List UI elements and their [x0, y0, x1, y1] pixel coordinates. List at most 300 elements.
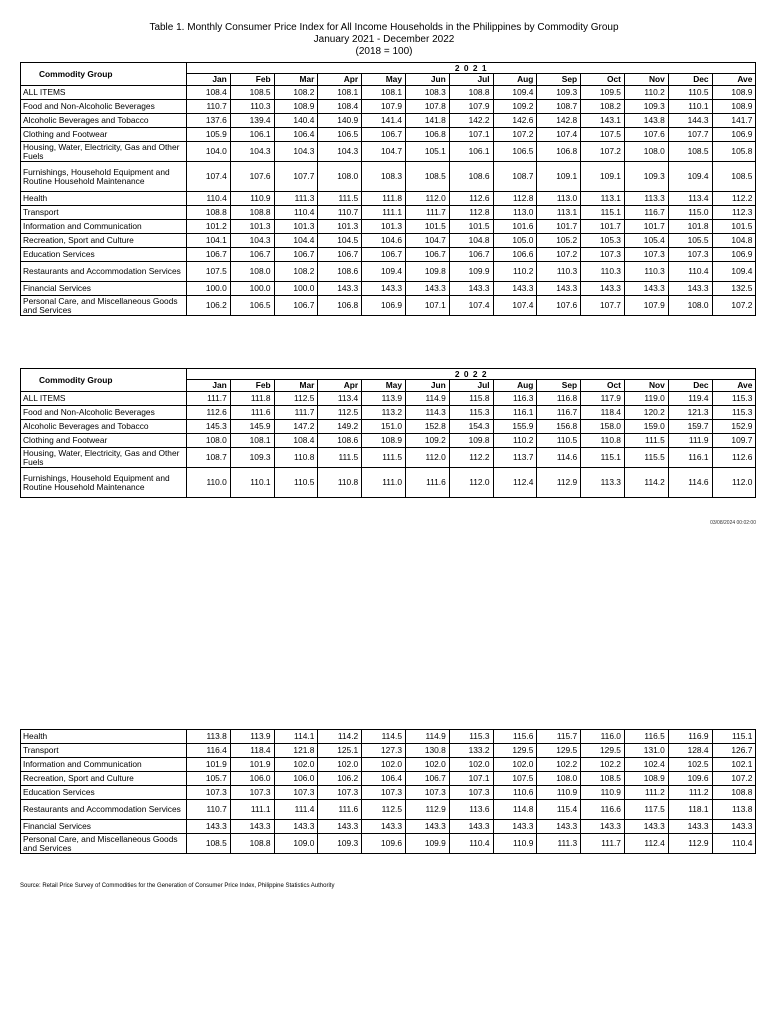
table-row	[21, 142, 756, 162]
index-value: 114.2	[624, 468, 668, 498]
index-value: 107.3	[668, 248, 712, 262]
index-value: 102.4	[624, 758, 668, 772]
index-value: 126.7	[712, 744, 756, 758]
month-header: Aug	[493, 74, 537, 86]
index-value: 140.9	[318, 114, 362, 128]
month-header: Dec	[668, 380, 712, 392]
index-value: 109.8	[449, 434, 493, 448]
commodity-label: Restaurants and Accommodation Services	[21, 800, 187, 820]
index-value: 107.7	[581, 296, 625, 316]
index-value: 106.5	[493, 142, 537, 162]
index-value: 107.6	[537, 296, 581, 316]
index-value: 108.6	[449, 162, 493, 192]
index-value: 110.7	[187, 100, 231, 114]
index-value: 143.3	[230, 820, 274, 834]
index-value: 120.2	[624, 406, 668, 420]
index-value: 102.0	[274, 758, 318, 772]
index-value: 121.3	[668, 406, 712, 420]
index-value: 109.7	[712, 434, 756, 448]
table-row	[21, 468, 756, 498]
index-value: 115.1	[581, 448, 625, 468]
index-value: 108.6	[318, 262, 362, 282]
index-value: 107.2	[493, 128, 537, 142]
month-header: Oct	[581, 74, 625, 86]
index-value: 112.8	[493, 192, 537, 206]
index-value: 110.3	[624, 262, 668, 282]
index-value: 107.9	[449, 100, 493, 114]
index-value: 113.0	[537, 192, 581, 206]
index-value: 111.6	[318, 800, 362, 820]
index-value: 110.5	[537, 434, 581, 448]
index-value: 106.0	[274, 772, 318, 786]
index-value: 113.1	[537, 206, 581, 220]
index-value: 111.7	[274, 406, 318, 420]
title-line-2: January 2021 - December 2022	[313, 34, 455, 45]
index-value: 107.3	[318, 786, 362, 800]
index-value: 114.6	[668, 468, 712, 498]
index-value: 100.0	[187, 282, 231, 296]
index-value: 145.3	[187, 420, 231, 434]
commodity-label: Furnishings, Household Equipment and Routine Household Maintenance	[21, 468, 187, 498]
index-value: 143.3	[449, 820, 493, 834]
index-value: 114.3	[405, 406, 449, 420]
index-value: 102.2	[581, 758, 625, 772]
cpi-table-2022	[20, 368, 756, 498]
index-value: 107.3	[449, 786, 493, 800]
index-value: 106.4	[274, 128, 318, 142]
index-value: 112.0	[449, 468, 493, 498]
table-row	[21, 128, 756, 142]
index-value: 108.9	[712, 100, 756, 114]
table-row	[21, 420, 756, 434]
table-row	[21, 786, 756, 800]
index-value: 106.2	[187, 296, 231, 316]
index-value: 108.8	[187, 206, 231, 220]
index-value: 117.5	[624, 800, 668, 820]
table-row	[21, 758, 756, 772]
index-value: 118.4	[230, 744, 274, 758]
index-value: 106.5	[230, 296, 274, 316]
index-value: 112.4	[493, 468, 537, 498]
index-value: 133.2	[449, 744, 493, 758]
index-value: 108.8	[449, 86, 493, 100]
index-value: 101.7	[537, 220, 581, 234]
index-value: 113.8	[187, 730, 231, 744]
commodity-label: Housing, Water, Electricity, Gas and Other Fuels	[21, 142, 187, 162]
index-value: 131.0	[624, 744, 668, 758]
index-value: 111.6	[405, 468, 449, 498]
index-value: 101.5	[405, 220, 449, 234]
index-value: 107.5	[581, 128, 625, 142]
index-value: 143.3	[405, 282, 449, 296]
commodity-label: Restaurants and Accommodation Services	[21, 262, 187, 282]
index-value: 110.4	[712, 834, 756, 854]
index-value: 106.7	[362, 248, 406, 262]
month-header: Feb	[230, 74, 274, 86]
index-value: 116.5	[624, 730, 668, 744]
index-value: 107.3	[274, 786, 318, 800]
month-header: Ave	[712, 380, 756, 392]
index-value: 108.9	[712, 86, 756, 100]
month-header: Mar	[274, 74, 318, 86]
index-value: 110.7	[187, 800, 231, 820]
index-value: 143.3	[274, 820, 318, 834]
index-value: 115.3	[712, 392, 756, 406]
index-value: 106.7	[274, 296, 318, 316]
index-value: 106.7	[274, 248, 318, 262]
index-value: 143.3	[712, 820, 756, 834]
commodity-label: Alcoholic Beverages and Tobacco	[21, 114, 187, 128]
index-value: 112.6	[712, 448, 756, 468]
index-value: 106.9	[712, 128, 756, 142]
index-value: 111.8	[230, 392, 274, 406]
index-value: 110.1	[230, 468, 274, 498]
index-value: 106.6	[493, 248, 537, 262]
index-value: 111.8	[362, 192, 406, 206]
index-value: 127.3	[362, 744, 406, 758]
table-row	[21, 392, 756, 406]
index-value: 109.1	[581, 162, 625, 192]
month-header: Jan	[187, 74, 231, 86]
index-value: 107.9	[362, 100, 406, 114]
index-value: 108.7	[537, 100, 581, 114]
index-value: 116.3	[493, 392, 537, 406]
commodity-label: Furnishings, Household Equipment and Routine Household Maintenance	[21, 162, 187, 192]
index-value: 113.1	[581, 192, 625, 206]
index-value: 110.9	[493, 834, 537, 854]
index-value: 105.9	[187, 128, 231, 142]
index-value: 118.1	[668, 800, 712, 820]
index-value: 102.0	[362, 758, 406, 772]
index-value: 107.2	[712, 772, 756, 786]
index-value: 154.3	[449, 420, 493, 434]
commodity-label: Housing, Water, Electricity, Gas and Other Fuels	[21, 448, 187, 468]
index-value: 106.7	[449, 248, 493, 262]
table-row	[21, 282, 756, 296]
commodity-label: ALL ITEMS	[21, 86, 187, 100]
index-value: 112.9	[668, 834, 712, 854]
index-value: 116.1	[493, 406, 537, 420]
index-value: 108.5	[581, 772, 625, 786]
index-value: 112.2	[712, 192, 756, 206]
index-value: 112.3	[712, 206, 756, 220]
index-value: 101.3	[318, 220, 362, 234]
index-value: 110.0	[187, 468, 231, 498]
index-value: 115.0	[668, 206, 712, 220]
index-value: 143.3	[493, 820, 537, 834]
index-value: 155.9	[493, 420, 537, 434]
month-header: Jan	[187, 380, 231, 392]
index-value: 108.5	[187, 834, 231, 854]
index-value: 116.8	[537, 392, 581, 406]
title-line-1: Table 1. Monthly Consumer Price Index for All Income Households in the Philippines by Commodity Group	[149, 22, 619, 33]
index-value: 106.8	[318, 296, 362, 316]
commodity-label: Health	[21, 192, 187, 206]
index-value: 107.7	[274, 162, 318, 192]
commodity-label: Health	[21, 730, 187, 744]
index-value: 101.3	[274, 220, 318, 234]
commodity-label: Food and Non-Alcoholic Beverages	[21, 406, 187, 420]
index-value: 143.3	[624, 282, 668, 296]
index-value: 107.3	[362, 786, 406, 800]
index-value: 142.6	[493, 114, 537, 128]
index-value: 104.3	[230, 142, 274, 162]
index-value: 108.2	[274, 262, 318, 282]
table-row	[21, 262, 756, 282]
month-header: Jun	[405, 74, 449, 86]
index-value: 108.8	[230, 206, 274, 220]
index-value: 109.9	[405, 834, 449, 854]
commodity-label: Personal Care, and Miscellaneous Goods and Services	[21, 296, 187, 316]
commodity-label: Information and Communication	[21, 220, 187, 234]
month-header: Aug	[493, 380, 537, 392]
index-value: 104.8	[449, 234, 493, 248]
index-value: 105.4	[624, 234, 668, 248]
index-value: 116.4	[187, 744, 231, 758]
index-value: 108.9	[362, 434, 406, 448]
month-header: Oct	[581, 380, 625, 392]
index-value: 115.1	[712, 730, 756, 744]
index-value: 107.1	[449, 772, 493, 786]
index-value: 110.6	[493, 786, 537, 800]
index-value: 109.0	[274, 834, 318, 854]
index-value: 145.9	[230, 420, 274, 434]
index-value: 105.8	[712, 142, 756, 162]
index-value: 109.9	[449, 262, 493, 282]
index-value: 113.3	[624, 192, 668, 206]
index-value: 112.8	[449, 206, 493, 220]
index-value: 107.5	[493, 772, 537, 786]
index-value: 113.9	[230, 730, 274, 744]
index-value: 108.0	[624, 142, 668, 162]
index-value: 118.4	[581, 406, 625, 420]
index-value: 108.9	[274, 100, 318, 114]
index-value: 100.0	[230, 282, 274, 296]
index-value: 111.7	[405, 206, 449, 220]
index-value: 111.7	[581, 834, 625, 854]
index-value: 110.3	[537, 262, 581, 282]
table-title	[0, 22, 768, 58]
index-value: 109.1	[537, 162, 581, 192]
cpi-table-2022-continued	[20, 729, 756, 854]
index-value: 116.7	[537, 406, 581, 420]
table-row	[21, 730, 756, 744]
index-value: 106.8	[537, 142, 581, 162]
index-value: 137.6	[187, 114, 231, 128]
index-value: 109.4	[493, 86, 537, 100]
index-value: 105.1	[405, 142, 449, 162]
index-value: 116.7	[624, 206, 668, 220]
table-row	[21, 820, 756, 834]
index-value: 104.1	[187, 234, 231, 248]
index-value: 111.1	[362, 206, 406, 220]
month-header: Feb	[230, 380, 274, 392]
month-header: May	[362, 74, 406, 86]
index-value: 104.8	[712, 234, 756, 248]
index-value: 104.3	[274, 142, 318, 162]
index-value: 107.4	[187, 162, 231, 192]
index-value: 113.4	[318, 392, 362, 406]
index-value: 110.7	[318, 206, 362, 220]
index-value: 107.6	[624, 128, 668, 142]
month-header: Nov	[624, 74, 668, 86]
index-value: 114.2	[318, 730, 362, 744]
index-value: 110.2	[624, 86, 668, 100]
index-value: 106.7	[187, 248, 231, 262]
table-row	[21, 162, 756, 192]
index-value: 107.3	[624, 248, 668, 262]
index-value: 108.7	[187, 448, 231, 468]
index-value: 113.0	[493, 206, 537, 220]
index-value: 105.0	[493, 234, 537, 248]
commodity-label: Financial Services	[21, 282, 187, 296]
index-value: 107.3	[581, 248, 625, 262]
index-value: 108.0	[537, 772, 581, 786]
index-value: 114.5	[362, 730, 406, 744]
index-value: 111.2	[624, 786, 668, 800]
commodity-label: ALL ITEMS	[21, 392, 187, 406]
index-value: 141.4	[362, 114, 406, 128]
index-value: 101.9	[187, 758, 231, 772]
month-header: Sep	[537, 74, 581, 86]
commodity-label: Education Services	[21, 786, 187, 800]
index-value: 108.2	[581, 100, 625, 114]
index-value: 108.5	[668, 142, 712, 162]
index-value: 109.2	[405, 434, 449, 448]
index-value: 108.0	[668, 296, 712, 316]
table-row	[21, 772, 756, 786]
index-value: 106.4	[362, 772, 406, 786]
index-value: 111.3	[274, 192, 318, 206]
index-value: 130.8	[405, 744, 449, 758]
index-value: 115.8	[449, 392, 493, 406]
index-value: 129.5	[493, 744, 537, 758]
index-value: 107.1	[405, 296, 449, 316]
index-value: 144.3	[668, 114, 712, 128]
index-value: 110.3	[581, 262, 625, 282]
table-row	[21, 114, 756, 128]
index-value: 108.3	[405, 86, 449, 100]
index-value: 107.2	[712, 296, 756, 316]
index-value: 110.1	[668, 100, 712, 114]
commodity-label: Personal Care, and Miscellaneous Goods and Services	[21, 834, 187, 854]
index-value: 108.1	[318, 86, 362, 100]
index-value: 112.0	[405, 192, 449, 206]
index-value: 112.0	[405, 448, 449, 468]
index-value: 107.5	[187, 262, 231, 282]
month-header: Mar	[274, 380, 318, 392]
index-value: 111.5	[318, 192, 362, 206]
index-value: 113.2	[362, 406, 406, 420]
index-value: 106.7	[362, 128, 406, 142]
commodity-label: Recreation, Sport and Culture	[21, 234, 187, 248]
index-value: 151.0	[362, 420, 406, 434]
index-value: 109.8	[405, 262, 449, 282]
index-value: 102.0	[318, 758, 362, 772]
index-value: 104.3	[318, 142, 362, 162]
index-value: 110.2	[493, 262, 537, 282]
cpi-table-2021	[20, 62, 756, 316]
index-value: 141.8	[405, 114, 449, 128]
index-value: 141.7	[712, 114, 756, 128]
index-value: 108.8	[712, 786, 756, 800]
index-value: 109.3	[537, 86, 581, 100]
year-header: 2 0 2 1	[187, 63, 756, 74]
index-value: 115.3	[712, 406, 756, 420]
month-header: May	[362, 380, 406, 392]
index-value: 115.1	[581, 206, 625, 220]
commodity-label: Food and Non-Alcoholic Beverages	[21, 100, 187, 114]
index-value: 158.0	[581, 420, 625, 434]
index-value: 104.3	[230, 234, 274, 248]
index-value: 111.0	[362, 468, 406, 498]
index-value: 100.0	[274, 282, 318, 296]
index-value: 108.0	[318, 162, 362, 192]
index-value: 111.7	[187, 392, 231, 406]
index-value: 152.9	[712, 420, 756, 434]
commodity-group-header: Commodity Group	[21, 63, 187, 86]
index-value: 107.9	[624, 296, 668, 316]
commodity-group-header: Commodity Group	[21, 369, 187, 392]
index-value: 106.0	[230, 772, 274, 786]
index-value: 108.8	[230, 834, 274, 854]
index-value: 143.3	[624, 820, 668, 834]
index-value: 143.3	[318, 820, 362, 834]
year-header: 2 0 2 2	[187, 369, 756, 380]
index-value: 113.8	[712, 800, 756, 820]
index-value: 121.8	[274, 744, 318, 758]
index-value: 156.8	[537, 420, 581, 434]
index-value: 108.4	[187, 86, 231, 100]
index-value: 107.3	[187, 786, 231, 800]
index-value: 106.1	[230, 128, 274, 142]
index-value: 113.7	[493, 448, 537, 468]
index-value: 113.6	[449, 800, 493, 820]
print-timestamp: 03/08/2024 00:02:00	[710, 520, 756, 526]
month-header: Ave	[712, 74, 756, 86]
commodity-label: Transport	[21, 206, 187, 220]
index-value: 114.6	[537, 448, 581, 468]
index-value: 101.9	[230, 758, 274, 772]
table-row	[21, 234, 756, 248]
index-value: 110.2	[493, 434, 537, 448]
index-value: 112.5	[362, 800, 406, 820]
index-value: 108.5	[230, 86, 274, 100]
index-value: 110.9	[230, 192, 274, 206]
table-row	[21, 434, 756, 448]
index-value: 128.4	[668, 744, 712, 758]
index-value: 107.4	[493, 296, 537, 316]
commodity-label: Clothing and Footwear	[21, 434, 187, 448]
index-value: 101.7	[581, 220, 625, 234]
index-value: 101.7	[624, 220, 668, 234]
index-value: 108.3	[362, 162, 406, 192]
index-value: 106.5	[318, 128, 362, 142]
index-value: 102.5	[668, 758, 712, 772]
commodity-label: Transport	[21, 744, 187, 758]
index-value: 109.5	[581, 86, 625, 100]
index-value: 104.7	[362, 142, 406, 162]
index-value: 107.7	[668, 128, 712, 142]
index-value: 112.4	[624, 834, 668, 854]
month-header: Jul	[449, 74, 493, 86]
index-value: 106.9	[362, 296, 406, 316]
index-value: 104.7	[405, 234, 449, 248]
index-value: 110.3	[230, 100, 274, 114]
index-value: 110.5	[274, 468, 318, 498]
index-value: 129.5	[581, 744, 625, 758]
index-value: 108.9	[624, 772, 668, 786]
